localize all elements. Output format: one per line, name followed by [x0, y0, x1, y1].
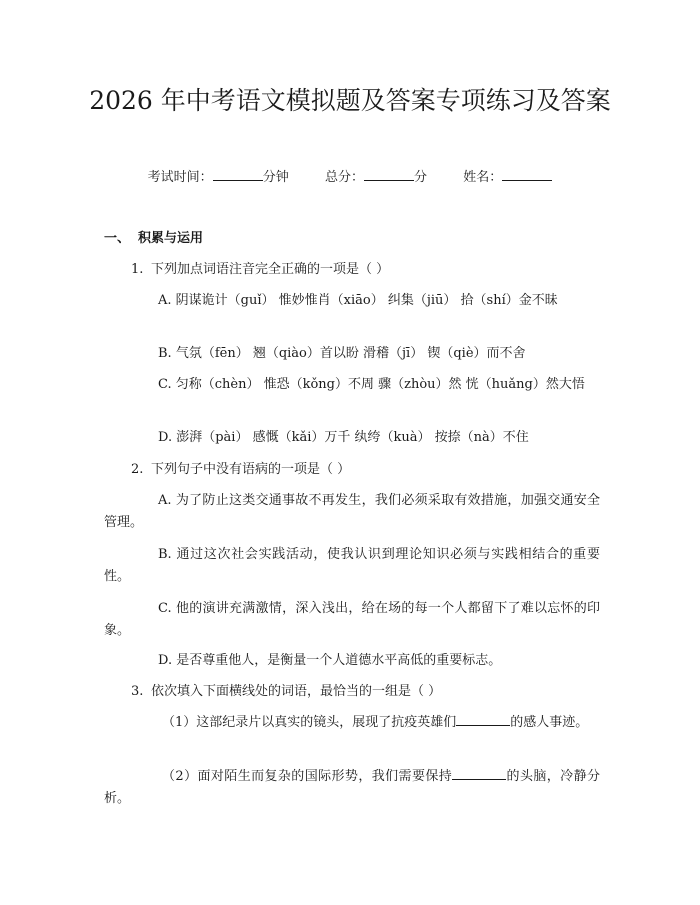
question-3-stem: 3. 依次填入下面横线处的词语，最恰当的一组是（ ） — [131, 684, 442, 699]
time-blank — [213, 168, 263, 181]
fill-blank-1 — [456, 713, 510, 726]
question-2-option-c: C. 他的演讲充满激情，深入浅出，给在场的每一个人都留下了难以忘怀的印象。 — [104, 601, 600, 638]
document-title: 2026 年中考语文模拟题及答案专项练习及答案 — [89, 86, 611, 115]
score-label: 总分： — [324, 170, 364, 185]
question-1-option-d: D. 澎湃（pài） 感慨（kǎi）万千 纨绔（kuà） 按捺（nà）不住 — [158, 430, 529, 445]
question-3-item-1: （1）这部纪录片以真实的镜头，展现了抗疫英雄们 的感人事迹。 — [162, 715, 589, 730]
question-1-option-b: B. 气氛（fēn） 翘（qiào）首以盼 滑稽（jī） 锲（qiè）而不舍 — [158, 346, 526, 361]
question-1-stem: 1. 下列加点词语注音完全正确的一项是（ ） — [131, 262, 390, 277]
question-1-option-c: C. 匀称（chèn） 惟恐（kǒng）不周 骤（zhòu）然 恍（huǎng）然大悟 — [158, 377, 585, 392]
score-unit: 分 — [414, 170, 428, 185]
question-2-option-b: B. 通过这次社会实践活动，使我认识到理论知识必须与实践相结合的重要性。 — [104, 547, 600, 584]
score-blank — [364, 168, 414, 181]
section-heading — [104, 229, 203, 249]
section-title: 积累与运用 — [138, 231, 204, 246]
fill-blank-2 — [452, 767, 506, 780]
question-2-stem: 2. 下列句子中没有语病的一项是（ ） — [131, 462, 351, 477]
question-2-option-a: A. 为了防止这类交通事故不再发生，我们必须采取有效措施，加强交通安全管理。 — [104, 493, 600, 530]
name-label: 姓名： — [463, 170, 503, 185]
question-3-item-2: （2）面对陌生而复杂的国际形势，我们需要保持 的头脑，冷静分析。 — [104, 769, 600, 806]
section-number: 一、 — [104, 231, 131, 246]
name-blank — [502, 168, 552, 181]
question-2-option-d: D. 是否尊重他人，是衡量一个人道德水平高低的重要标志。 — [158, 653, 502, 668]
exam-info — [0, 168, 700, 188]
time-unit: 分钟 — [262, 170, 289, 185]
time-label: 考试时间： — [147, 170, 213, 185]
question-1-option-a: A. 阴谋诡计（guǐ） 惟妙惟肖（xiāo） 纠集（jiū） 拾（shí）金不昧 — [158, 293, 558, 308]
